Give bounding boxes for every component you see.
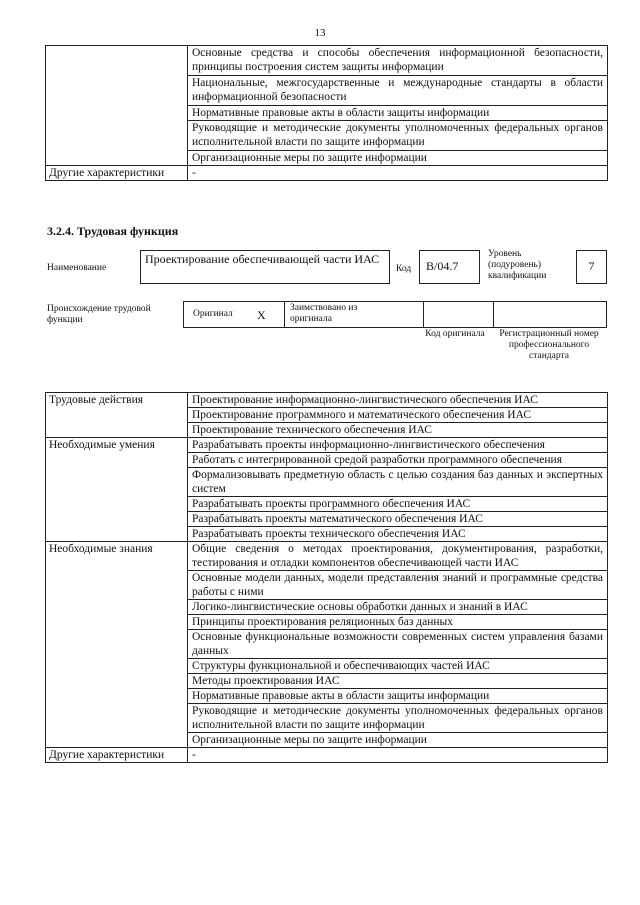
table-row — [46, 166, 608, 181]
code-caption: Код оригинала — [425, 329, 485, 339]
original-label: Оригинал — [193, 309, 233, 319]
skills-label: Необходимые умения — [46, 438, 188, 542]
code-label: Код — [396, 264, 412, 274]
labor-actions-label: Трудовые действия — [46, 393, 188, 438]
other-characteristics-value: - — [188, 748, 608, 763]
level-label: Уровень (подуровень) квалификации — [488, 249, 547, 281]
skill-item: Работать с интегрированной средой разработки программного обеспечения — [188, 453, 608, 468]
borrowed-label: Заимствовано из оригинала — [290, 303, 358, 324]
other-characteristics-value: - — [188, 166, 608, 181]
knowledge-item: Методы проектирования ИАС — [188, 674, 608, 689]
original-mark: X — [257, 308, 266, 322]
page-number: 13 — [314, 27, 326, 39]
knowledge-label: Необходимые знания — [46, 542, 188, 748]
level-box — [576, 250, 607, 284]
code-value: B/04.7 — [426, 259, 459, 273]
labor-action-item: Проектирование программного и математического обеспечения ИАС — [188, 408, 608, 423]
skill-item: Формализовывать предметную область с целью создания баз данных и экспертных систем — [188, 468, 608, 497]
other-characteristics-label: Другие характеристики — [46, 166, 188, 181]
registration-caption: Регистрационный номер профессионального стандарта — [499, 329, 599, 361]
function-name-box — [140, 250, 390, 284]
knowledge-item: Основные модели данных, модели представления знаний и программные средства работы с ними — [188, 571, 608, 600]
origin-divider — [493, 302, 494, 327]
function-name: Проектирование обеспечивающей части ИАС — [145, 252, 380, 266]
knowledge-item: Основные средства и способы обеспечения информационной безопасности, принципы построения систем защиты информации — [188, 46, 608, 76]
knowledge-label-cell — [46, 46, 188, 166]
name-label: Наименование — [47, 263, 107, 273]
knowledge-item: Принципы проектирования реляционных баз данных — [188, 615, 608, 630]
knowledge-item: Общие сведения о методах проектирования, документирования, разработки, тестирования и отладки компонентов обеспечивающей части ИАС — [188, 542, 608, 571]
table-row — [46, 438, 608, 453]
knowledge-item: Логико-лингвистические основы обработки данных и знаний в ИАС — [188, 600, 608, 615]
table-row — [46, 393, 608, 408]
knowledge-item: Организационные меры по защите информации — [188, 733, 608, 748]
origin-divider — [423, 302, 424, 327]
level-value: 7 — [588, 259, 595, 273]
knowledge-item: Руководящие и методические документы уполномоченных федеральных органов исполнительной власти по защите информации — [188, 121, 608, 151]
knowledge-item: Организационные меры по защите информации — [188, 151, 608, 166]
origin-box — [183, 301, 607, 328]
origin-divider — [284, 302, 285, 327]
skill-item: Разрабатывать проекты программного обеспечения ИАС — [188, 497, 608, 512]
skill-item: Разрабатывать проекты технического обеспечения ИАС — [188, 527, 608, 542]
skill-item: Разрабатывать проекты информационно-лингвистического обеспечения — [188, 438, 608, 453]
continued-knowledge-table — [45, 45, 608, 181]
code-box — [419, 250, 480, 284]
labor-action-item: Проектирование информационно-лингвистического обеспечения ИАС — [188, 393, 608, 408]
table-row — [46, 542, 608, 571]
knowledge-item: Руководящие и методические документы уполномоченных федеральных органов исполнительной власти по защите информации — [188, 704, 608, 733]
labor-action-item: Проектирование технического обеспечения ИАС — [188, 423, 608, 438]
knowledge-item: Национальные, межгосударственные и международные стандарты в области информационной безопасности — [188, 76, 608, 106]
knowledge-item: Структуры функциональной и обеспечивающих частей ИАС — [188, 659, 608, 674]
knowledge-item: Нормативные правовые акты в области защиты информации — [188, 106, 608, 121]
table-row — [46, 46, 608, 76]
knowledge-item: Нормативные правовые акты в области защиты информации — [188, 689, 608, 704]
labor-function-table — [45, 392, 608, 763]
origin-label: Происхождение трудовой функции — [47, 304, 151, 325]
table-row — [46, 748, 608, 763]
other-characteristics-label: Другие характеристики — [46, 748, 188, 763]
section-heading: 3.2.4. Трудовая функция — [47, 224, 179, 238]
skill-item: Разрабатывать проекты математического обеспечения ИАС — [188, 512, 608, 527]
knowledge-item: Основные функциональные возможности современных систем управления базами данных — [188, 630, 608, 659]
